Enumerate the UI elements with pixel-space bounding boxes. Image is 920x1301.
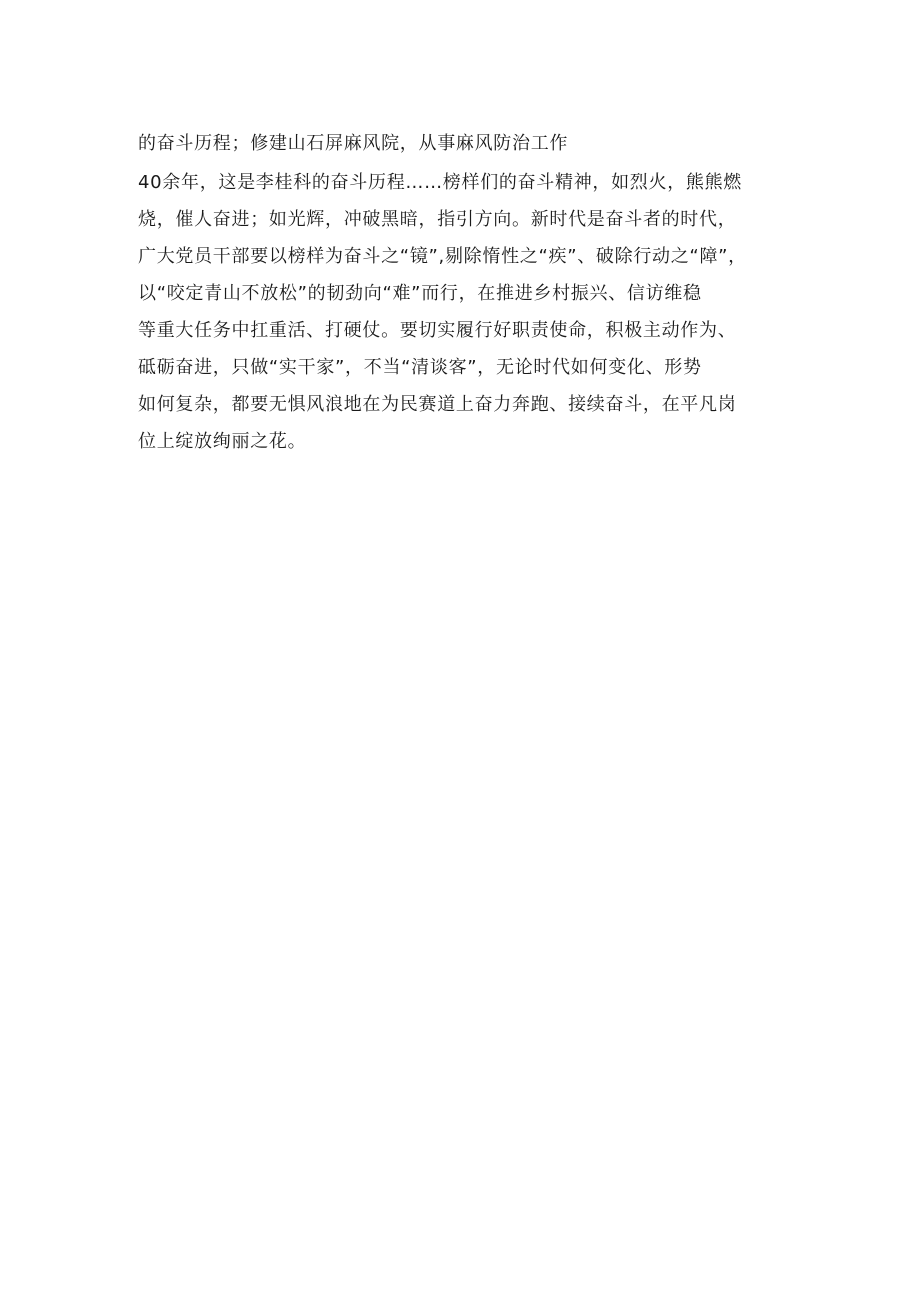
text-line-7: 砥砺奋进，只做“实干家”，不当“清谈客”，无论时代如何变化、形势 <box>138 357 702 378</box>
text-line-5: 以“咬定青山不放松”的韧劲向“难”而行，在推进乡村振兴、信访维稳 <box>138 283 702 304</box>
text-line-4: 广大党员干部要以榜样为奋斗之“镜”,剔除惰性之“疾”、破除行动之“障”， <box>138 246 747 267</box>
text-line-8: 如何复杂，都要无惧风浪地在为民赛道上奋力奔跑、接续奋斗，在平凡岗 <box>138 394 737 415</box>
text-line-9: 位上绽放绚丽之花。 <box>138 431 307 452</box>
text-line-6: 等重大任务中扛重活、打硬仗。要切实履行好职责使命，积极主动作为、 <box>138 320 737 341</box>
text-line-3: 烧，催人奋进；如光辉，冲破黑暗，指引方向。新时代是奋斗者的时代， <box>138 209 737 230</box>
body-paragraph <box>138 124 788 460</box>
text-line-2: 40余年，这是李桂科的奋斗历程……榜样们的奋斗精神，如烈火，熊熊燃 <box>138 172 743 193</box>
text-line-1: 的奋斗历程；修建山石屏麻风院，从事麻风防治工作 <box>138 133 569 154</box>
